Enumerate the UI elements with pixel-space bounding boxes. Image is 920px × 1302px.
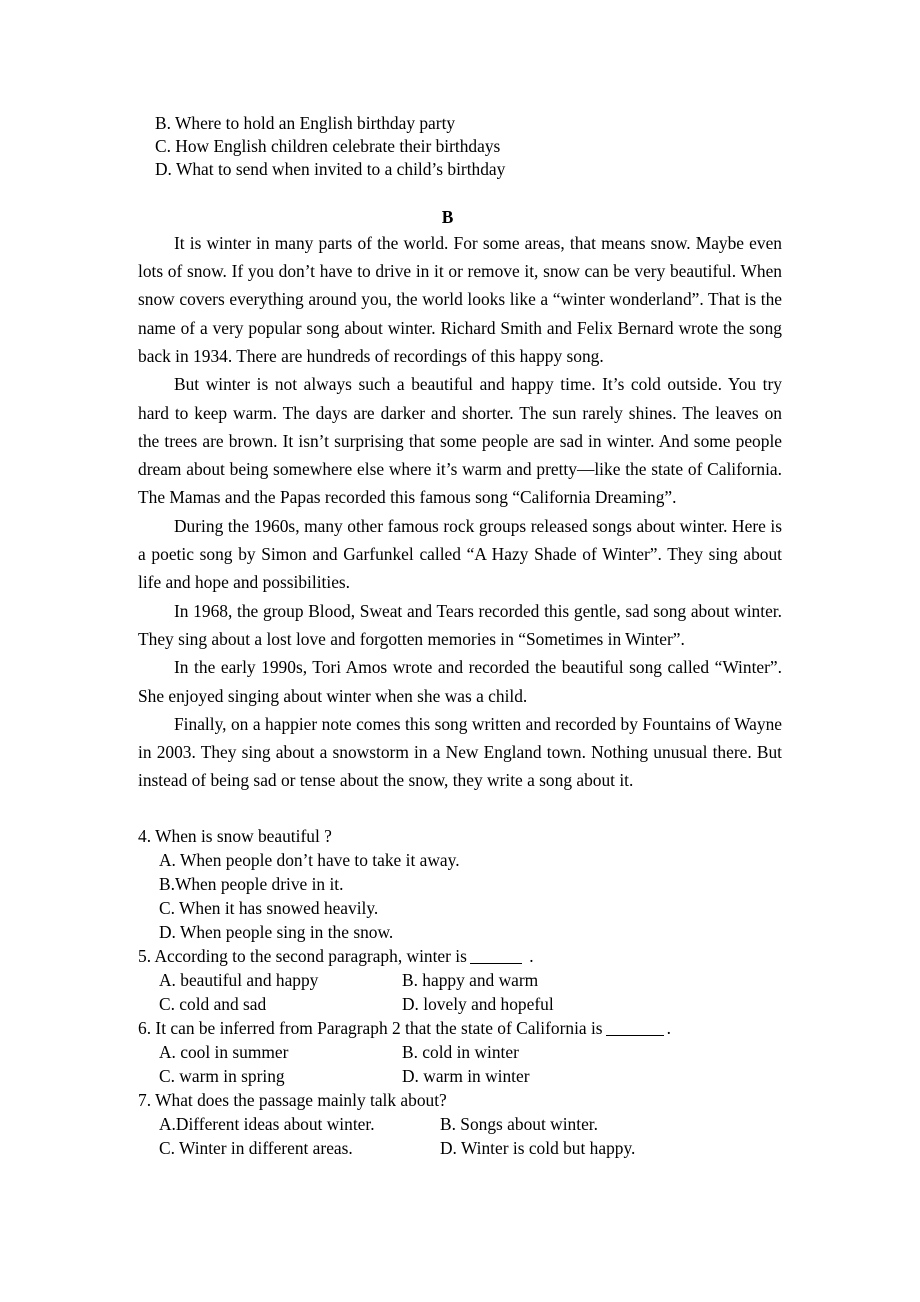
passage-paragraph-3: During the 1960s, many other famous rock groups released songs about winter. Here is a poetic song by Simon and Garfunkel called “A Hazy Shade of Winter”. They sing about life and hope and possibilities. bbox=[138, 515, 782, 593]
question-5-answer-blank[interactable] bbox=[470, 963, 522, 964]
question-6-stem bbox=[138, 1016, 782, 1040]
question-5 bbox=[138, 944, 782, 1016]
question-7-number: 7. bbox=[138, 1089, 152, 1110]
question-7 bbox=[138, 1088, 782, 1160]
question-6-option-d[interactable]: D. warm in winter bbox=[402, 1065, 530, 1086]
question-5-option-a[interactable]: A. beautiful and happy bbox=[159, 969, 319, 990]
question-5-stem-tail: . bbox=[529, 945, 534, 966]
carryover-option-d: D. What to send when invited to a child’s birthday bbox=[155, 159, 506, 180]
question-6-option-a[interactable]: A. cool in summer bbox=[159, 1041, 289, 1062]
question-4-option-c[interactable]: C. When it has snowed heavily. bbox=[159, 897, 379, 918]
question-6-text: It can be inferred from Paragraph 2 that the state of California is bbox=[155, 1017, 603, 1038]
passage-paragraph-6: Finally, on a happier note comes this song written and recorded by Fountains of Wayne in 2003. They sing about a snowstorm in a New England town. Nothing unusual there. But instead of being sad or tense about the snow, they write a song about it. bbox=[138, 713, 782, 791]
section-letter-heading: B bbox=[441, 206, 454, 227]
question-4-option-a[interactable]: A. When people don’t have to take it away. bbox=[159, 849, 460, 870]
question-4-text: When is snow beautiful ? bbox=[155, 825, 332, 846]
question-6-options bbox=[138, 1040, 782, 1088]
question-6-option-c[interactable]: C. warm in spring bbox=[159, 1065, 285, 1086]
passage-paragraph-2: But winter is not always such a beautiful and happy time. It’s cold outside. You try hard to keep warm. The days are darker and shorter. The sun rarely shines. The leaves on the trees are brown. It isn’t surprising that some people are sad in winter. And some people dream about being somewhere else where it’s warm and pretty—like the state of California. The Mamas and the Papas recorded this famous song “California Dreaming”. bbox=[138, 374, 782, 508]
page-content bbox=[138, 112, 782, 1160]
passage-paragraph-5: In the early 1990s, Tori Amos wrote and recorded the beautiful song called “Winter”. She enjoyed singing about winter when she was a child. bbox=[138, 657, 782, 706]
question-5-option-d[interactable]: D. lovely and hopeful bbox=[402, 993, 554, 1014]
question-7-option-a[interactable]: A.Different ideas about winter. bbox=[159, 1113, 375, 1134]
question-4-option-b[interactable]: B.When people drive in it. bbox=[159, 873, 344, 894]
question-4-number: 4. bbox=[138, 825, 152, 846]
question-7-options bbox=[138, 1112, 782, 1160]
question-4 bbox=[138, 824, 782, 944]
question-7-option-c[interactable]: C. Winter in different areas. bbox=[159, 1137, 353, 1158]
question-7-text: What does the passage mainly talk about? bbox=[155, 1089, 447, 1110]
question-4-options bbox=[138, 848, 782, 944]
carryover-option-c: C. How English children celebrate their birthdays bbox=[155, 136, 501, 157]
question-7-option-d[interactable]: D. Winter is cold but happy. bbox=[440, 1137, 636, 1158]
reading-passage bbox=[138, 229, 782, 795]
passage-paragraph-1: It is winter in many parts of the world. For some areas, that means snow. Maybe even lots of snow. If you don’t have to drive in it or remove it, snow can be very beautiful. When snow covers everything around you, the world looks like a “winter wonderland”. That is the name of a very popular song about winter. Richard Smith and Felix Bernard wrote the song back in 1934. There are hundreds of recordings of this happy song. bbox=[138, 232, 782, 366]
question-5-number: 5. bbox=[138, 945, 152, 966]
question-5-options bbox=[138, 968, 782, 1016]
question-5-option-c[interactable]: C. cold and sad bbox=[159, 993, 267, 1014]
question-4-option-d[interactable]: D. When people sing in the snow. bbox=[159, 921, 394, 942]
questions-section bbox=[138, 824, 782, 1160]
passage-paragraph-4: In 1968, the group Blood, Sweat and Tears recorded this gentle, sad song about winter. They sing about a lost love and forgotten memories in “Sometimes in Winter”. bbox=[138, 600, 782, 649]
carryover-options-list bbox=[138, 112, 782, 182]
question-5-text: According to the second paragraph, winter is bbox=[154, 945, 467, 966]
question-5-option-b[interactable]: B. happy and warm bbox=[402, 969, 539, 990]
question-6-stem-tail: . bbox=[666, 1017, 671, 1038]
carryover-option-b: B. Where to hold an English birthday party bbox=[155, 113, 456, 133]
question-5-stem bbox=[138, 944, 782, 968]
question-7-option-b[interactable]: B. Songs about winter. bbox=[440, 1113, 598, 1134]
question-6-number: 6. bbox=[138, 1017, 152, 1038]
question-6-option-b[interactable]: B. cold in winter bbox=[402, 1041, 519, 1062]
question-6 bbox=[138, 1016, 782, 1088]
question-7-stem bbox=[138, 1088, 782, 1112]
question-4-stem bbox=[138, 824, 782, 848]
question-6-answer-blank[interactable] bbox=[606, 1035, 664, 1036]
